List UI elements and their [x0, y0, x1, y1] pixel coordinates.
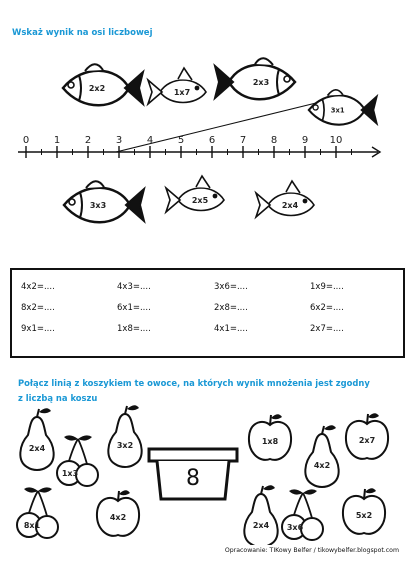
tick-label: 2 — [84, 135, 92, 146]
equation: 6x1=.... — [117, 303, 151, 313]
fish-3x1[interactable] — [309, 90, 377, 125]
svg-text:3x2: 3x2 — [116, 441, 134, 450]
svg-text:3x6: 3x6 — [286, 523, 304, 532]
fruit-cherry-1x3[interactable] — [57, 435, 98, 486]
fruit-apple-5x2[interactable] — [343, 488, 385, 534]
tick-label: 5 — [177, 135, 185, 146]
fruit-apple-1x8[interactable] — [249, 414, 291, 460]
svg-text:1x7: 1x7 — [173, 88, 191, 97]
svg-text:2x3: 2x3 — [252, 78, 270, 87]
fruit-apple-4x2[interactable] — [97, 490, 139, 536]
equation: 2x7=.... — [310, 324, 344, 334]
footer-credit: Opracowanie: TIKowy Belfer / tikowybelfer.blogspot.com — [224, 547, 399, 554]
section2-heading-line2: z liczbą na koszu — [18, 393, 98, 403]
answer-connector-line — [116, 103, 316, 152]
equation: 4x2=.... — [21, 282, 55, 292]
svg-text:4x2: 4x2 — [109, 513, 127, 522]
equation: 2x8=.... — [214, 303, 248, 313]
svg-text:2x7: 2x7 — [358, 436, 376, 445]
svg-text:5x2: 5x2 — [355, 511, 373, 520]
equation: 6x2=.... — [310, 303, 344, 313]
equation: 3x6=.... — [214, 282, 248, 292]
section1-heading: Wskaż wynik na osi liczbowej — [12, 28, 153, 38]
svg-text:1x8: 1x8 — [261, 437, 279, 446]
tick-label: 1 — [53, 135, 61, 146]
svg-text:2x5: 2x5 — [191, 196, 209, 205]
equation: 4x3=.... — [117, 282, 151, 292]
fruit-cherry-8x1[interactable] — [17, 487, 58, 538]
fish-3x3[interactable] — [64, 181, 144, 222]
equation: 1x9=.... — [310, 282, 344, 292]
fruit-cherry-3x6[interactable] — [282, 489, 323, 540]
equations-box — [10, 268, 405, 358]
svg-text:2x4: 2x4 — [28, 444, 46, 453]
tick-label: 9 — [301, 135, 309, 146]
equation: 9x1=.... — [21, 324, 55, 334]
svg-text:1x3: 1x3 — [61, 469, 79, 478]
fruit-pear-3x2[interactable] — [108, 405, 141, 467]
svg-text:2x4: 2x4 — [281, 201, 299, 210]
basket-number: 8 — [186, 466, 200, 491]
svg-text:3x1: 3x1 — [330, 106, 345, 115]
fruit-basket-exercise — [0, 405, 413, 545]
number-line-tick-labels — [23, 135, 343, 146]
fish-2x4[interactable] — [256, 181, 314, 217]
number-line-exercise — [0, 0, 413, 250]
svg-text:3x3: 3x3 — [89, 201, 107, 210]
svg-text:2x4: 2x4 — [252, 521, 270, 530]
fruit-pear-2x4-b[interactable] — [244, 485, 277, 545]
fish-2x5[interactable] — [166, 176, 224, 212]
tick-label: 4 — [146, 135, 154, 146]
tick-label: 10 — [329, 135, 343, 146]
equation: 4x1=.... — [214, 324, 248, 334]
fish-1x7[interactable] — [148, 68, 206, 104]
fruit-pear-4x2[interactable] — [305, 425, 338, 487]
fruit-apple-2x7[interactable] — [346, 413, 388, 459]
section2-heading-line1: Połącz linią z koszykiem te owoce, na których wynik mnożenia jest zgodny — [18, 378, 370, 388]
svg-text:4x2: 4x2 — [313, 461, 331, 470]
equation: 8x2=.... — [21, 303, 55, 313]
fish-2x2[interactable] — [63, 64, 143, 105]
fruit-pear-2x4[interactable] — [20, 408, 53, 470]
tick-label: 7 — [239, 135, 247, 146]
tick-label: 3 — [115, 135, 123, 146]
fish-2x3[interactable] — [215, 58, 295, 99]
tick-label: 0 — [22, 135, 30, 146]
svg-text:2x2: 2x2 — [88, 84, 106, 93]
tick-label: 6 — [208, 135, 216, 146]
svg-text:8x1: 8x1 — [23, 521, 41, 530]
basket[interactable] — [149, 449, 237, 499]
tick-label: 8 — [270, 135, 278, 146]
equation: 1x8=.... — [117, 324, 151, 334]
